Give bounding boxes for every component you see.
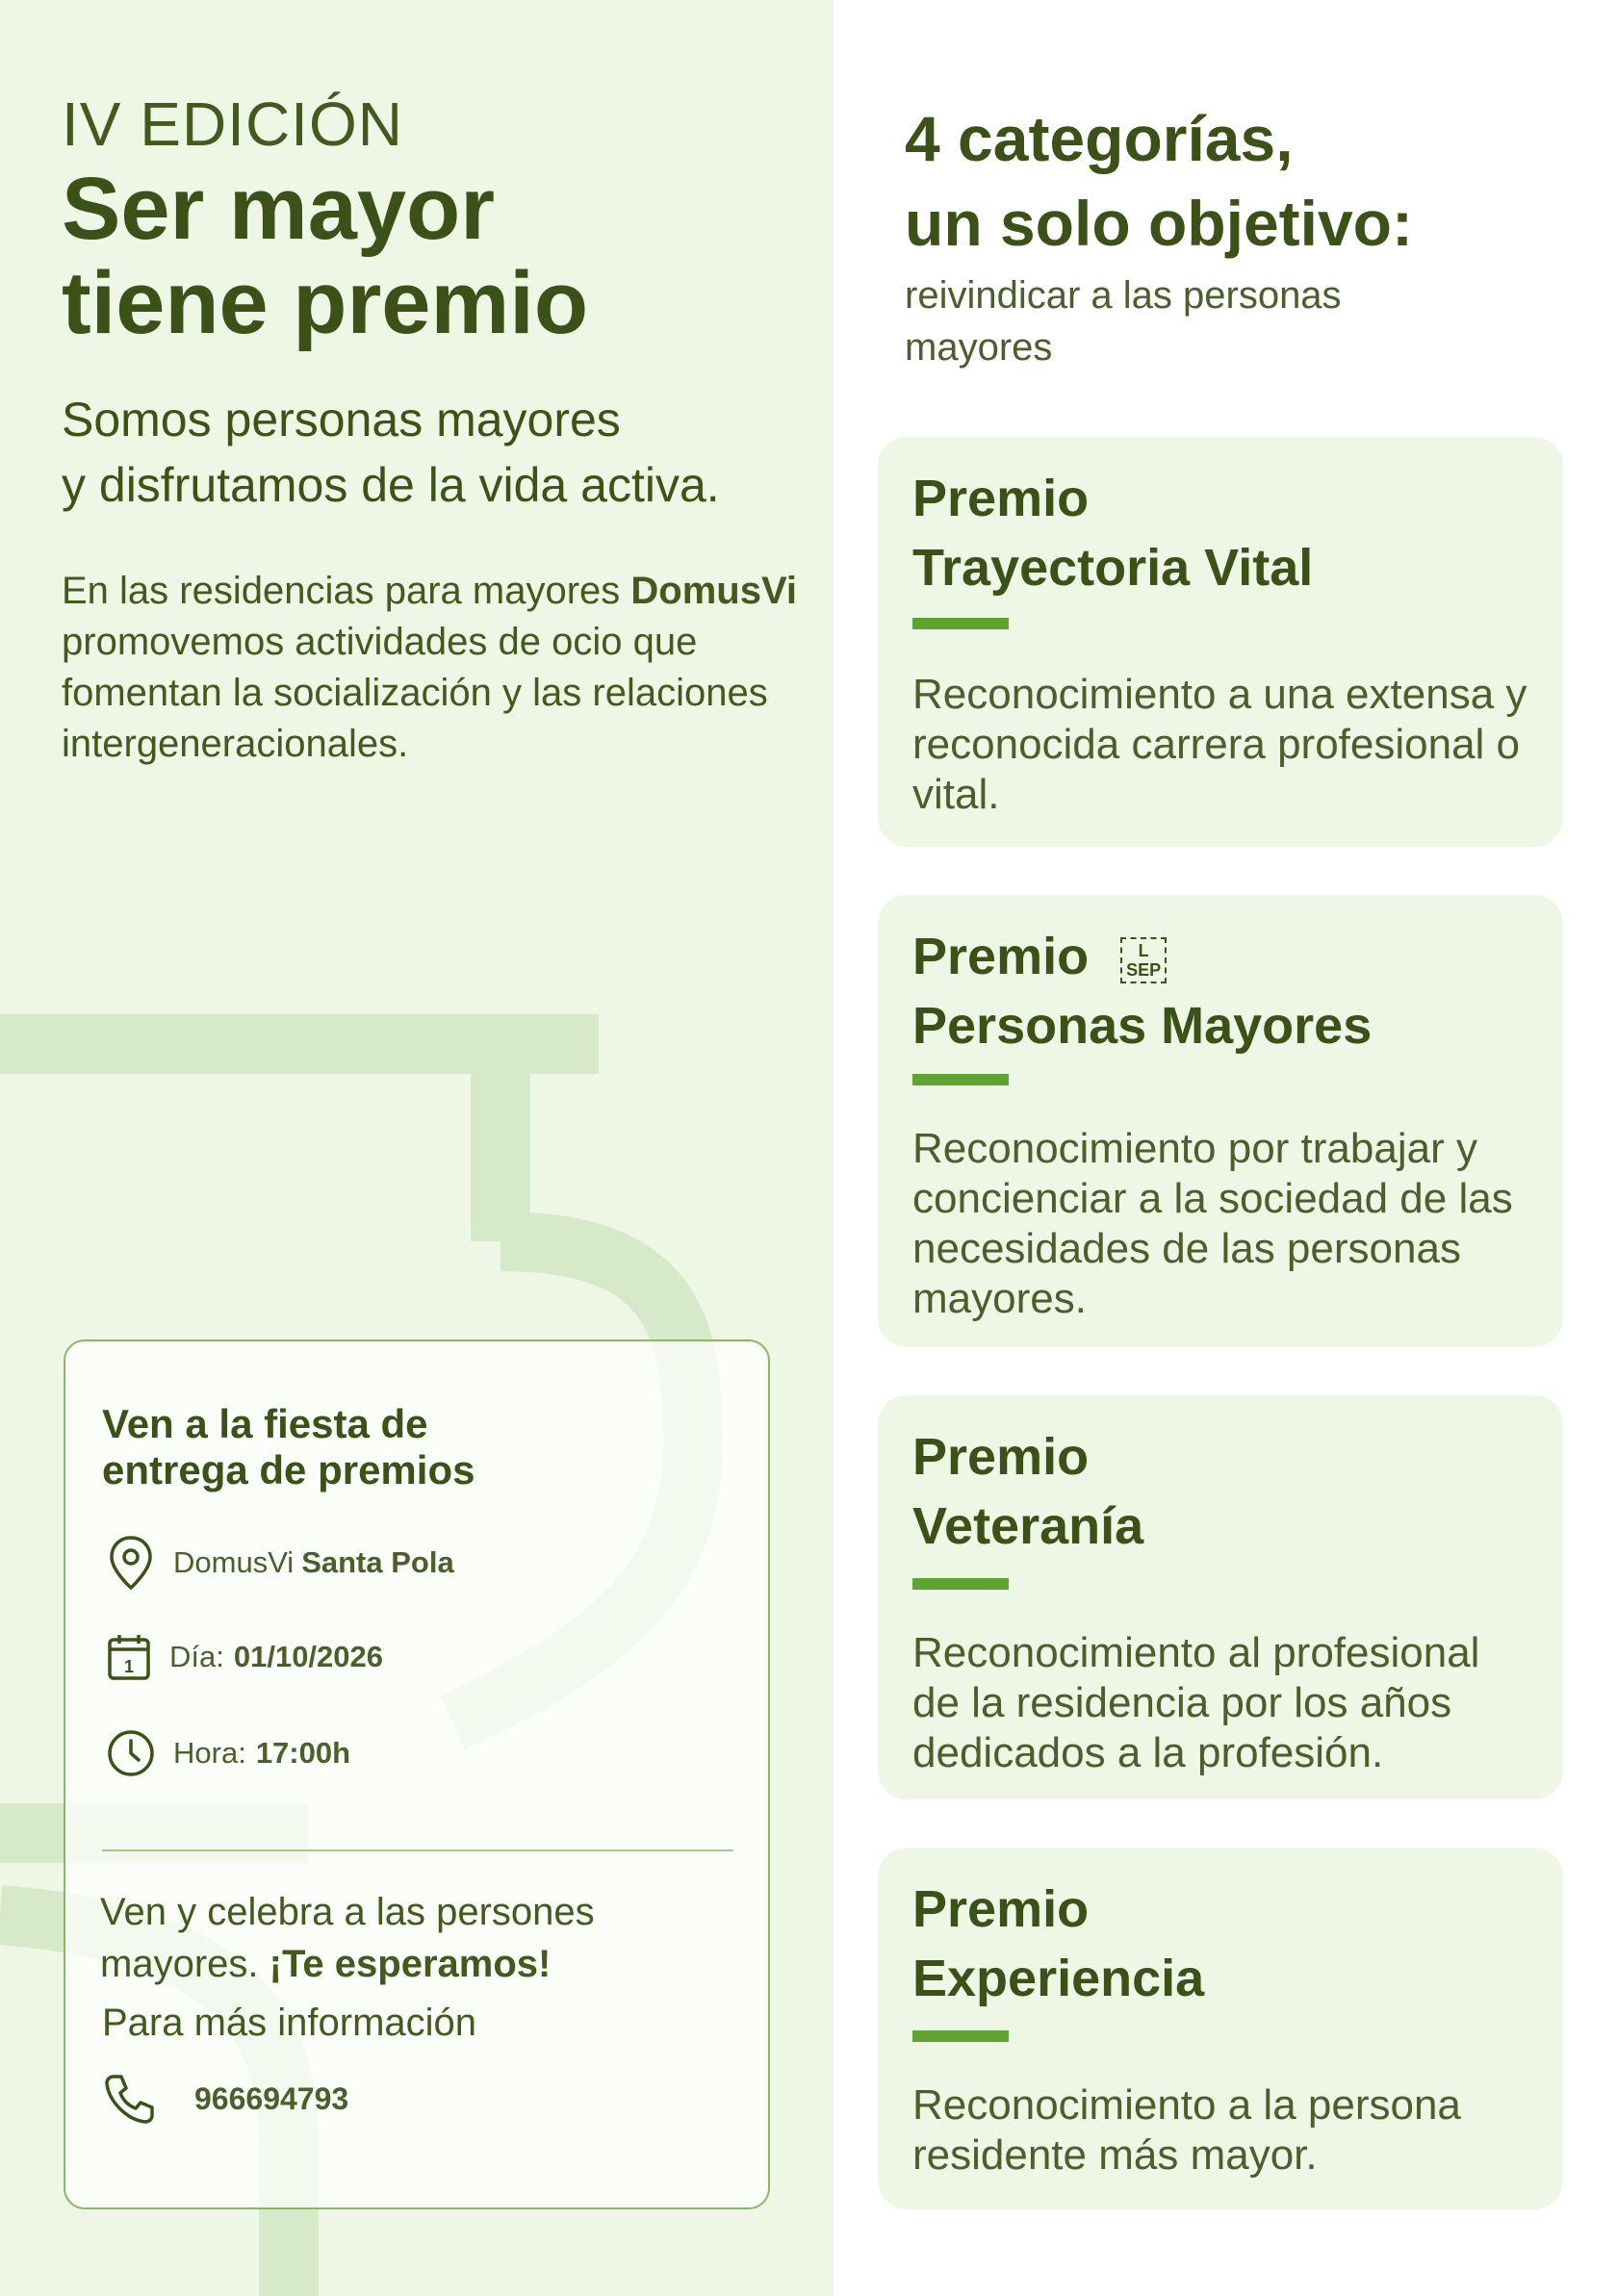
award-card-title-line1: Premio	[912, 470, 1090, 527]
intro-before: En las residencias para mayores	[62, 570, 621, 612]
main-title-line1: Ser mayor	[62, 160, 496, 258]
date-row	[106, 1632, 383, 1682]
location-row	[106, 1534, 454, 1592]
award-card-title-line2: Veteranía	[912, 1497, 1144, 1555]
more-info-label: Para más información	[102, 2002, 477, 2044]
award-card	[878, 1848, 1563, 2209]
award-card-title-line2: Trayectoria Vital	[912, 539, 1314, 597]
categories-subtitle: reivindicar a las personas mayores	[905, 274, 1342, 369]
award-card-title-line1: Premio	[912, 1880, 1090, 1938]
award-card-text: Reconocimiento al profesional de la residencia por los años dedicados a la profesión.	[912, 1629, 1480, 1776]
award-card-title-line2: Personas Mayores	[912, 997, 1373, 1055]
event-divider	[102, 1850, 733, 1851]
award-card-title-line1	[912, 922, 1372, 991]
award-card-title	[912, 1875, 1204, 2013]
award-card	[878, 437, 1563, 847]
event-title	[102, 1401, 475, 1493]
categories-title-line2: un solo objetivo:	[905, 188, 1413, 259]
award-card	[878, 895, 1563, 1347]
invite-bold: ¡Te esperamos!	[269, 1943, 552, 1985]
invite-text	[100, 1886, 735, 1990]
award-card-title-word: Premio	[912, 928, 1090, 985]
separator-glyph	[1120, 937, 1167, 983]
event-title-line1: Ven a la fiesta de	[102, 1401, 428, 1446]
separator-glyph-bottom: SEP	[1126, 959, 1162, 980]
location-prefix: DomusVi	[173, 1545, 295, 1579]
time-value: 17:00h	[255, 1736, 351, 1770]
main-title-line2: tiene premio	[62, 254, 589, 352]
clock-icon	[106, 1728, 156, 1778]
award-card-title	[912, 464, 1313, 602]
subtitle-line1: Somos personas mayores	[62, 393, 621, 446]
award-card-text: Reconocimiento a la persona residente más mayor.	[912, 2081, 1461, 2179]
categories-title	[905, 96, 1413, 266]
date-value: 01/10/2026	[233, 1640, 384, 1673]
phone-row[interactable]	[102, 2071, 348, 2127]
time-label: Hora:	[173, 1736, 246, 1770]
calendar-icon-digit: 1	[123, 1657, 135, 1676]
date-label: Día:	[169, 1640, 224, 1673]
award-card-text: Reconocimiento a una extensa y reconocida carrera profesional o vital.	[912, 671, 1527, 818]
location-name: Santa Pola	[301, 1545, 454, 1579]
award-card-title-line2: Experiencia	[912, 1950, 1205, 2007]
categories-title-line1: 4 categorías,	[905, 103, 1294, 174]
location-pin-icon	[106, 1534, 156, 1592]
invite-plain: Ven y celebra a las persones mayores.	[100, 1891, 595, 1985]
award-card-text: Reconocimiento por trabajar y concienciar a la sociedad de las necesidades de las personas mayores.	[912, 1125, 1513, 1322]
event-title-line2: entrega de premios	[102, 1447, 475, 1492]
subtitle-line2: y disfrutamos de la vida activa.	[62, 458, 720, 512]
award-card-title-line1: Premio	[912, 1428, 1090, 1486]
award-card-title	[912, 1422, 1143, 1561]
intro-after: promovemos actividades de ocio que fomentan la socialización y las relaciones intergeneracionales.	[62, 621, 768, 765]
award-card-accent-bar	[912, 1578, 1009, 1590]
phone-number[interactable]: 966694793	[194, 2080, 349, 2116]
award-card-accent-bar	[912, 2030, 1009, 2042]
time-row	[106, 1728, 350, 1778]
intro-paragraph	[62, 566, 822, 770]
event-card	[64, 1339, 770, 2209]
main-title	[62, 162, 588, 350]
calendar-icon	[106, 1632, 152, 1682]
award-card-accent-bar	[912, 618, 1009, 629]
intro-brand: DomusVi	[630, 570, 798, 612]
separator-glyph-top: L	[1138, 940, 1149, 960]
phone-icon	[102, 2071, 158, 2127]
award-card-accent-bar	[912, 1074, 1009, 1085]
subtitle	[62, 387, 822, 518]
award-card-title	[912, 922, 1372, 1060]
edition-label: IV EDICIÓN	[62, 89, 403, 159]
award-card	[878, 1395, 1563, 1799]
